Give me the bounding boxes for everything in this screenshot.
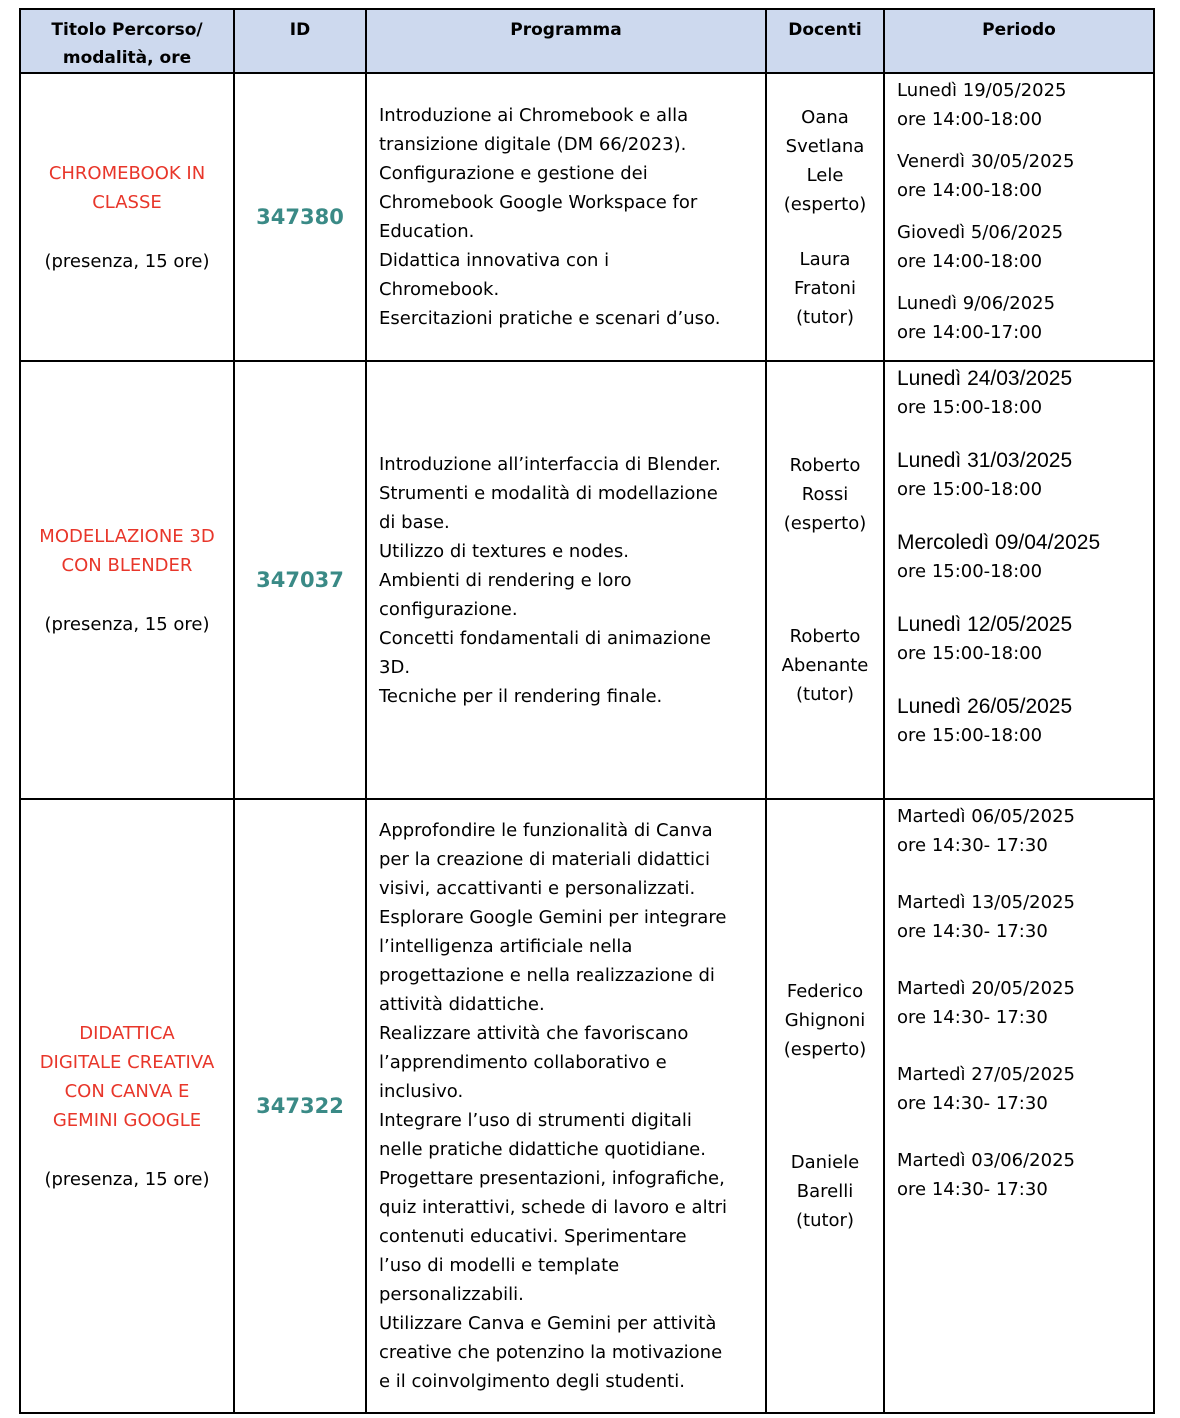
course-teachers: [766, 799, 884, 1413]
header-title: [20, 9, 234, 73]
course-mode: (presenza, 15 ore): [44, 613, 210, 635]
session: Martedì 13/05/2025 ore 14:30- 17:30: [897, 892, 1075, 942]
course-row: [20, 361, 1154, 799]
course-row: [20, 73, 1154, 361]
session: Giovedì 5/06/2025 ore 14:00-18:00: [897, 222, 1064, 272]
header-period: Periodo: [884, 9, 1154, 73]
course-mode: (presenza, 15 ore): [44, 1168, 210, 1190]
header-title-line2: modalità, ore: [62, 48, 192, 68]
course-title: CHROMEBOOK IN CLASSE: [48, 162, 206, 213]
header-title-line1: Titolo Percorso/: [51, 20, 203, 40]
teacher-expert: Federico Ghignoni (esperto): [783, 981, 867, 1060]
course-id: 347037: [234, 361, 366, 799]
session: Lunedì 24/03/2025 ore 15:00-18:00: [897, 367, 1073, 418]
teacher-tutor: Daniele Barelli (tutor): [790, 1152, 860, 1231]
course-period: [884, 361, 1154, 799]
session: Mercoledì 09/04/2025 ore 15:00-18:00: [897, 531, 1101, 582]
header-program: Programma: [366, 9, 766, 73]
teacher-tutor: Laura Fratoni (tutor): [794, 248, 856, 328]
header-row: [20, 9, 1154, 73]
course-mode: (presenza, 15 ore): [44, 250, 210, 272]
course-title-cell: [20, 73, 234, 361]
course-title-cell: [20, 799, 234, 1413]
session: Lunedì 9/06/2025 ore 14:00-17:00: [897, 293, 1056, 343]
teacher-expert: Roberto Rossi (esperto): [783, 455, 867, 534]
session: Lunedì 26/05/2025 ore 15:00-18:00: [897, 695, 1073, 746]
course-title: MODELLAZIONE 3D CON BLENDER: [39, 525, 215, 576]
teacher-tutor: Roberto Abenante (tutor): [781, 626, 869, 705]
header-id: ID: [234, 9, 366, 73]
course-period: [884, 73, 1154, 361]
session: Martedì 27/05/2025 ore 14:30- 17:30: [897, 1064, 1075, 1114]
teacher-expert: Oana Svetlana Lele (esperto): [783, 106, 867, 215]
course-program: Approfondire le funzionalità di Canva per la creazione di materiali didattici visivi, accattivanti e personalizzati. Esplorare Google Gemini per integrare l’intelligenza artificiale nella progettazione e nella realizzazione di attività didattiche. Realizzare attività che favoriscano l’apprendimento collaborativo e inclusivo. Integrare l’uso di strumenti digitali nelle pratiche didattiche quotidiane. Progettare presentazioni, infografiche, quiz interattivi, schede di lavoro e altri contenuti educativi. Sperimentare l’uso di modelli e template personalizzabili. Utilizzare Canva e Gemini per attività creative che potenzino la motivazione e il coinvolgimento degli studenti.: [366, 799, 766, 1413]
session: Martedì 06/05/2025 ore 14:30- 17:30: [897, 806, 1075, 856]
course-title-cell: [20, 361, 234, 799]
course-id: 347322: [234, 799, 366, 1413]
course-teachers: [766, 361, 884, 799]
course-program: Introduzione all’interfaccia di Blender. Strumenti e modalità di modellazione di base. Utilizzo di textures e nodes. Ambienti di rendering e loro configurazione. Concetti fondamentali di animazione 3D. Tecniche per il rendering finale.: [366, 361, 766, 799]
session: Lunedì 12/05/2025 ore 15:00-18:00: [897, 613, 1073, 664]
session: Lunedì 31/03/2025 ore 15:00-18:00: [897, 449, 1073, 500]
course-id: 347380: [234, 73, 366, 361]
course-program: Introduzione ai Chromebook e alla transizione digitale (DM 66/2023). Configurazione e gestione dei Chromebook Google Workspace for Education. Didattica innovativa con i Chromebook. Esercitazioni pratiche e scenari d’uso.: [366, 73, 766, 361]
course-period: [884, 799, 1154, 1413]
course-teachers: [766, 73, 884, 361]
course-title: DIDATTICA DIGITALE CREATIVA CON CANVA E GEMINI GOOGLE: [39, 1022, 215, 1131]
session: Martedì 20/05/2025 ore 14:30- 17:30: [897, 978, 1075, 1028]
session: Venerdì 30/05/2025 ore 14:00-18:00: [897, 151, 1075, 201]
course-row: [20, 799, 1154, 1413]
session: Lunedì 19/05/2025 ore 14:00-18:00: [897, 80, 1067, 130]
session: Martedì 03/06/2025 ore 14:30- 17:30: [897, 1150, 1075, 1200]
courses-table: [19, 8, 1155, 1414]
header-teachers: Docenti: [766, 9, 884, 73]
